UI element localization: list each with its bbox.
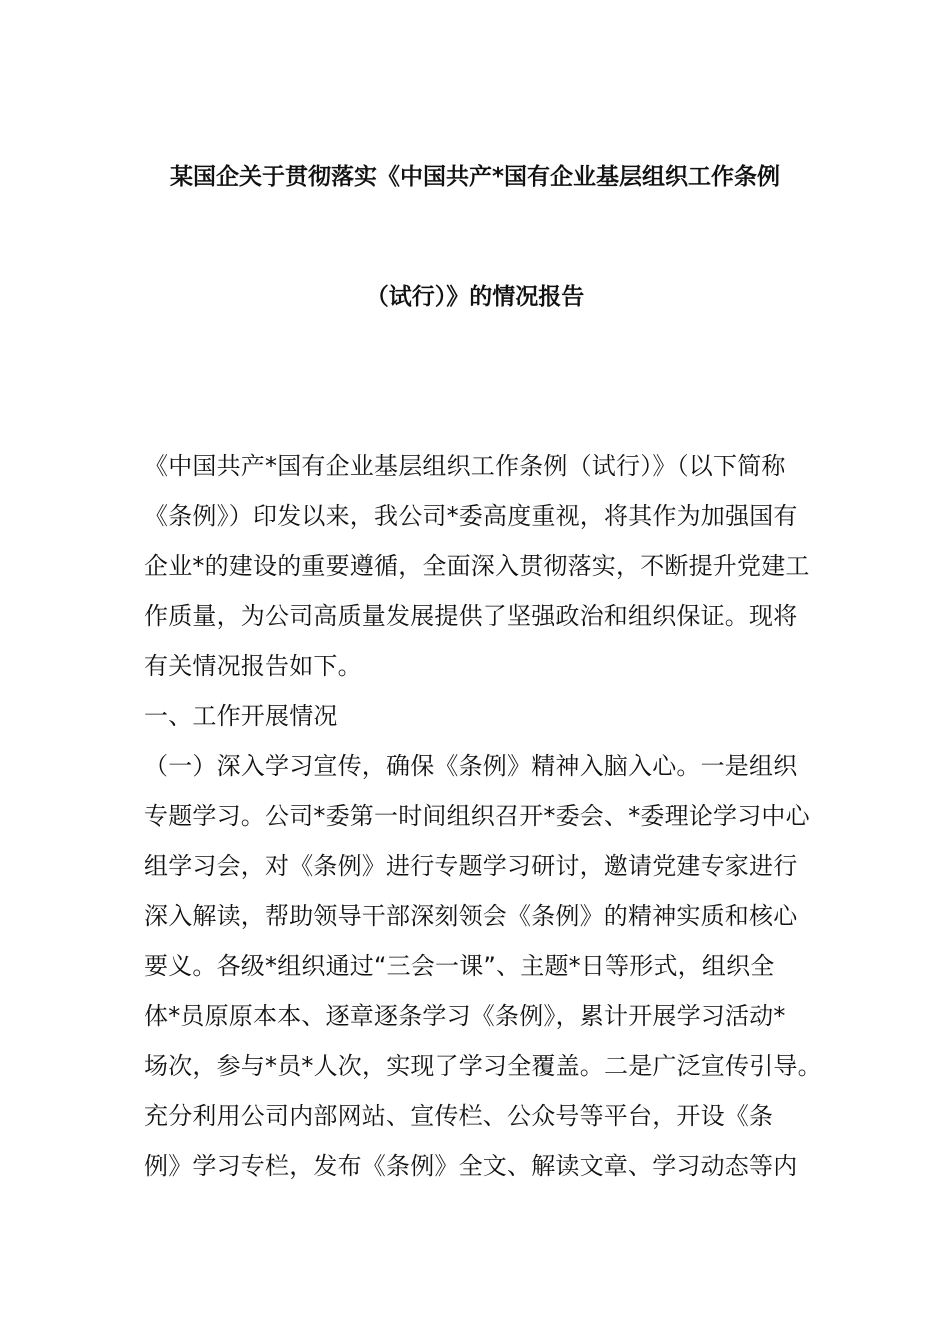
body-text-line: 企业*的建设的重要遵循，全面深入贯彻落实，不断提升党建工 [144, 552, 810, 580]
document-title-line-1: 某国企关于贯彻落实《中国共产*国有企业基层组织工作条例 [169, 164, 781, 190]
body-text-line: 充分利用公司内部网站、宣传栏、公众号等平台，开设《条 [144, 1102, 774, 1130]
body-text-line: （一）深入学习宣传，确保《条例》精神入脑入心。一是组织 [144, 752, 798, 780]
body-text-line: 组学习会，对《条例》进行专题学习研讨，邀请党建专家进行 [144, 852, 798, 880]
body-text-line: 例》学习专栏，发布《条例》全文、解读文章、学习动态等内 [144, 1152, 798, 1180]
body-text-line: 场次，参与*员*人次，实现了学习全覆盖。二是广泛宣传引导。 [144, 1052, 822, 1080]
body-text-line: 有关情况报告如下。 [144, 652, 362, 680]
body-text-line: 专题学习。公司*委第一时间组织召开*委会、*委理论学习中心 [144, 802, 810, 830]
body-text-line: 《条例》）印发以来，我公司*委高度重视，将其作为加强国有 [144, 502, 798, 530]
body-text-line: 深入解读，帮助领导干部深刻领会《条例》的精神实质和核心 [144, 902, 798, 930]
body-text-line: 体*员原原本本、逐章逐条学习《条例》，累计开展学习活动* [144, 1002, 786, 1030]
body-text-line: 要义。各级*组织通过“三会一课”、主题*日等形式，组织全 [144, 952, 775, 980]
section-heading: 一、工作开展情况 [144, 702, 338, 730]
document-title-line-2: （试行）》的情况报告 [365, 284, 585, 310]
body-text-line: 《中国共产*国有企业基层组织工作条例（试行）》（以下简称 [144, 452, 786, 480]
body-text-line: 作质量，为公司高质量发展提供了坚强政治和组织保证。现将 [144, 602, 798, 630]
